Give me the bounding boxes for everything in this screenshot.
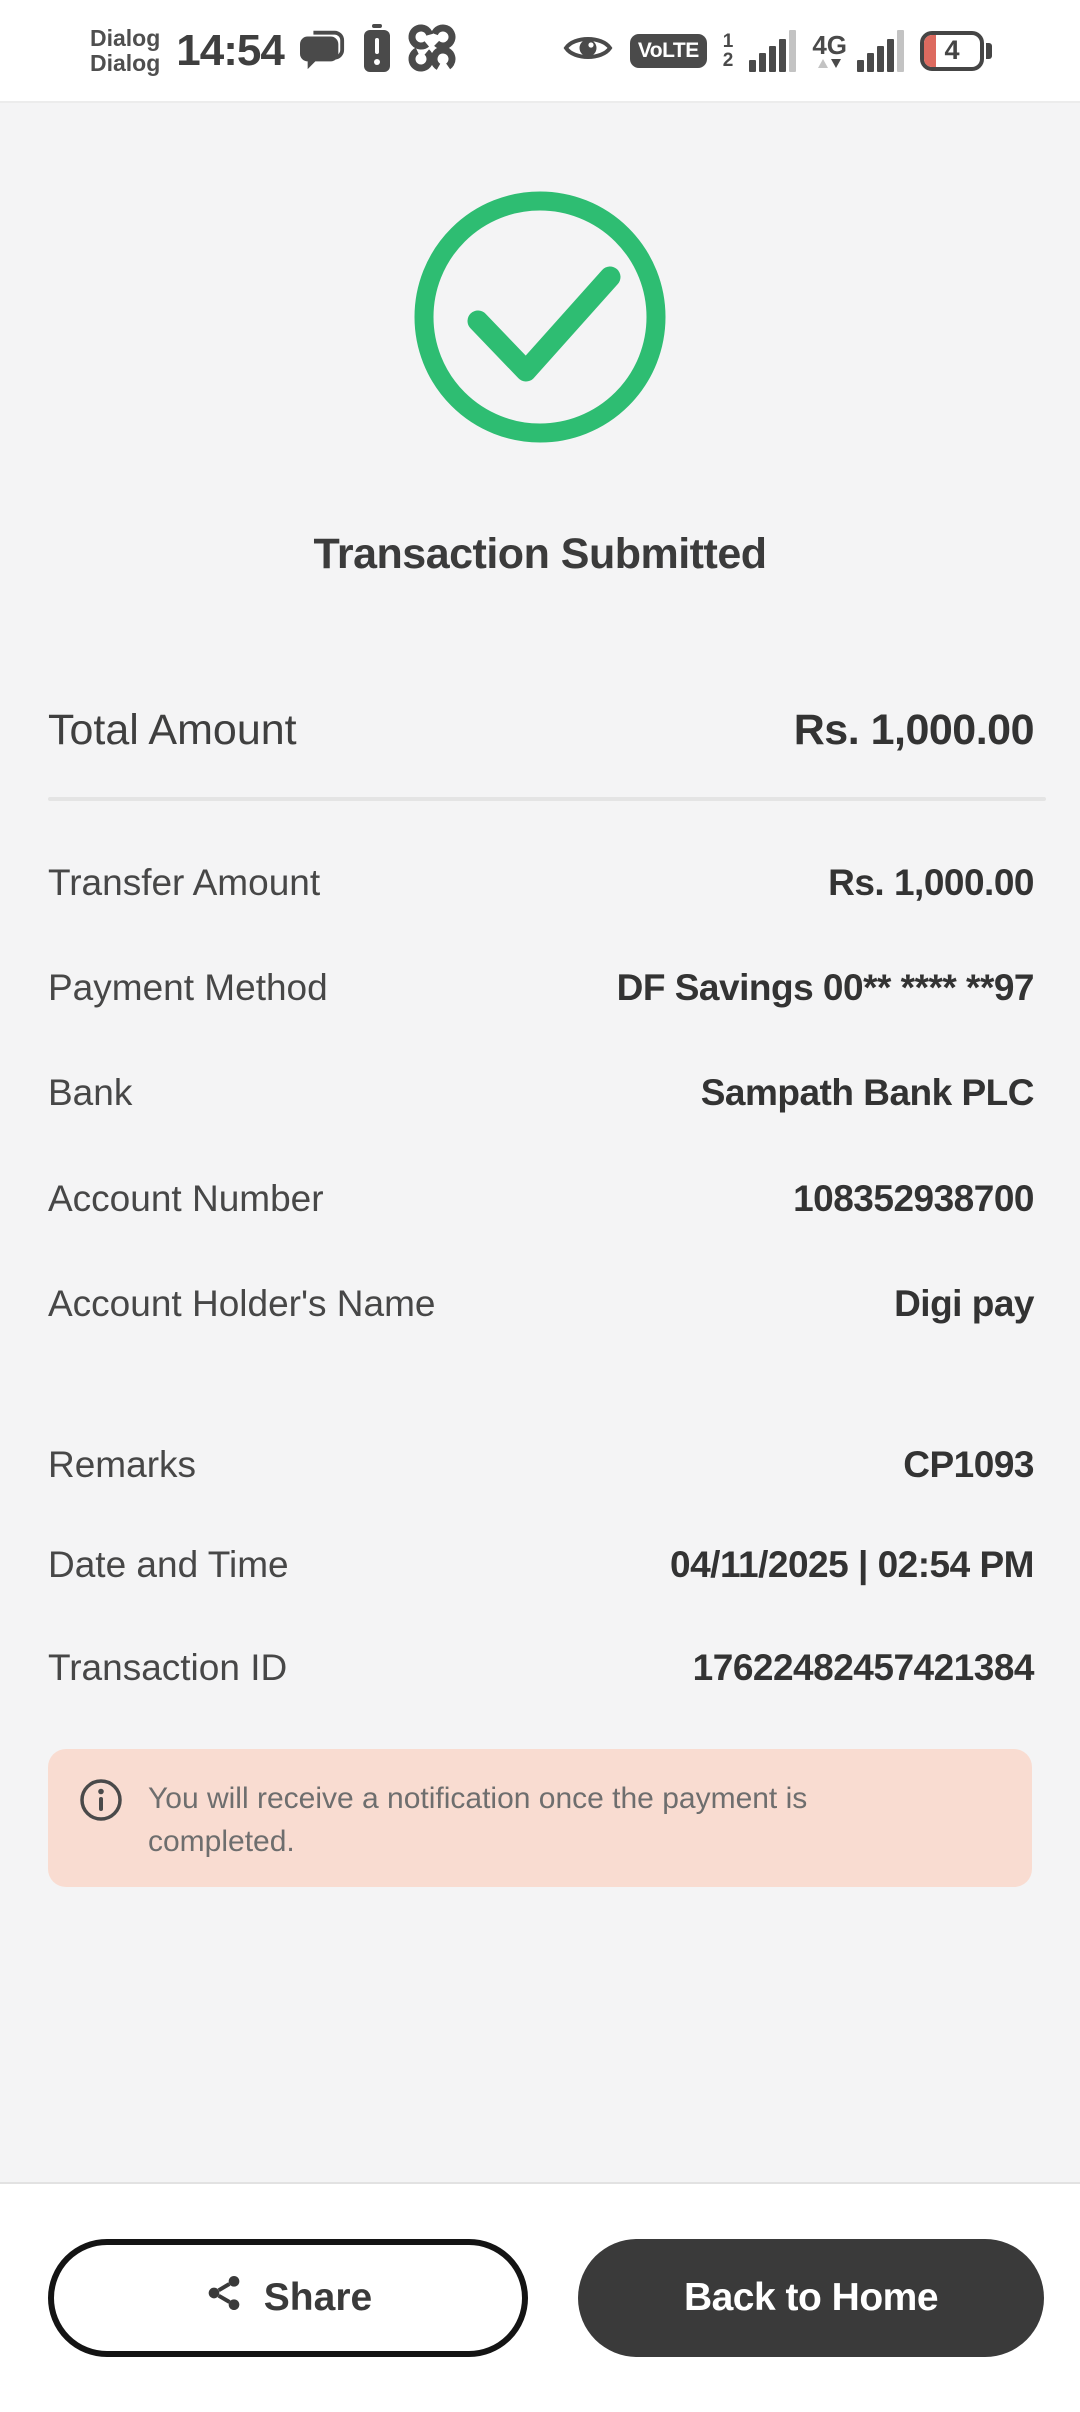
battery-percent: 4 bbox=[944, 35, 960, 65]
status-bar bbox=[0, 0, 1080, 103]
notification-notice bbox=[48, 1749, 1032, 1887]
detail-value: DF Savings 00** **** **97 bbox=[616, 967, 1034, 1008]
detail-label: Bank bbox=[48, 1072, 133, 1113]
notice-text: You will receive a notification once the payment is completed. bbox=[148, 1782, 808, 1858]
page-title: Transaction Submitted bbox=[313, 530, 767, 578]
bottom-action-bar bbox=[0, 2182, 1080, 2412]
detail-row-date-time bbox=[48, 1530, 1034, 1600]
status-bar-left bbox=[0, 23, 456, 78]
sim-2: 2 bbox=[722, 49, 734, 71]
eye-icon bbox=[562, 30, 614, 71]
detail-value: Sampath Bank PLC bbox=[700, 1072, 1034, 1113]
detail-row-remarks bbox=[48, 1430, 1034, 1500]
detail-row-transfer-amount bbox=[48, 848, 1034, 918]
back-to-home-button[interactable] bbox=[578, 2239, 1044, 2357]
success-check-icon bbox=[412, 189, 668, 445]
info-icon bbox=[78, 1777, 124, 1828]
detail-row-payment-method bbox=[48, 953, 1034, 1023]
divider bbox=[48, 797, 1046, 801]
back-to-home-label: Back to Home bbox=[683, 2276, 939, 2319]
carrier-line-2: Dialog bbox=[90, 49, 161, 76]
four-circles-icon bbox=[408, 24, 456, 77]
signal-bars-sim2-icon bbox=[857, 30, 904, 72]
total-amount-label: Total Amount bbox=[48, 705, 297, 754]
total-amount-value: Rs. 1,000.00 bbox=[793, 705, 1034, 754]
network-type-indicator bbox=[812, 30, 847, 68]
detail-value: CP1093 bbox=[903, 1444, 1034, 1485]
detail-label: Account Holder's Name bbox=[48, 1283, 436, 1324]
status-bar-right bbox=[562, 30, 1080, 72]
sim-1: 1 bbox=[722, 30, 734, 52]
total-amount-row bbox=[48, 690, 1034, 770]
detail-row-bank bbox=[48, 1058, 1034, 1128]
volte-badge: VoLTE bbox=[630, 34, 707, 68]
detail-label: Transfer Amount bbox=[48, 862, 321, 903]
battery-alert-icon bbox=[362, 23, 392, 78]
detail-label: Remarks bbox=[48, 1444, 197, 1485]
detail-value: 108352938700 bbox=[793, 1178, 1034, 1219]
detail-row-account-number bbox=[48, 1164, 1034, 1234]
chat-bubble-icon bbox=[300, 25, 346, 76]
detail-row-account-holder-name bbox=[48, 1269, 1034, 1339]
battery-level-icon bbox=[920, 31, 992, 71]
detail-value: 04/11/2025 | 02:54 PM bbox=[670, 1544, 1034, 1585]
detail-label: Payment Method bbox=[48, 967, 328, 1008]
sim-slot-indicator bbox=[723, 32, 734, 70]
clock: 14:54 bbox=[176, 25, 284, 75]
share-button[interactable] bbox=[48, 2239, 528, 2357]
carrier-labels bbox=[90, 26, 160, 76]
network-type-label: 4G bbox=[812, 30, 847, 60]
signal-bars-sim1-icon bbox=[749, 30, 796, 72]
data-activity-arrows-icon bbox=[818, 59, 841, 68]
carrier-line-1: Dialog bbox=[90, 24, 161, 51]
share-button-label: Share bbox=[263, 2276, 373, 2319]
detail-label: Date and Time bbox=[48, 1544, 289, 1585]
detail-row-transaction-id bbox=[48, 1633, 1034, 1703]
detail-value: 17622482457421384 bbox=[692, 1647, 1034, 1688]
detail-value: Digi pay bbox=[894, 1283, 1034, 1324]
detail-value: Rs. 1,000.00 bbox=[828, 862, 1034, 903]
share-icon bbox=[204, 2273, 244, 2323]
detail-label: Transaction ID bbox=[48, 1647, 288, 1688]
detail-label: Account Number bbox=[48, 1178, 324, 1219]
